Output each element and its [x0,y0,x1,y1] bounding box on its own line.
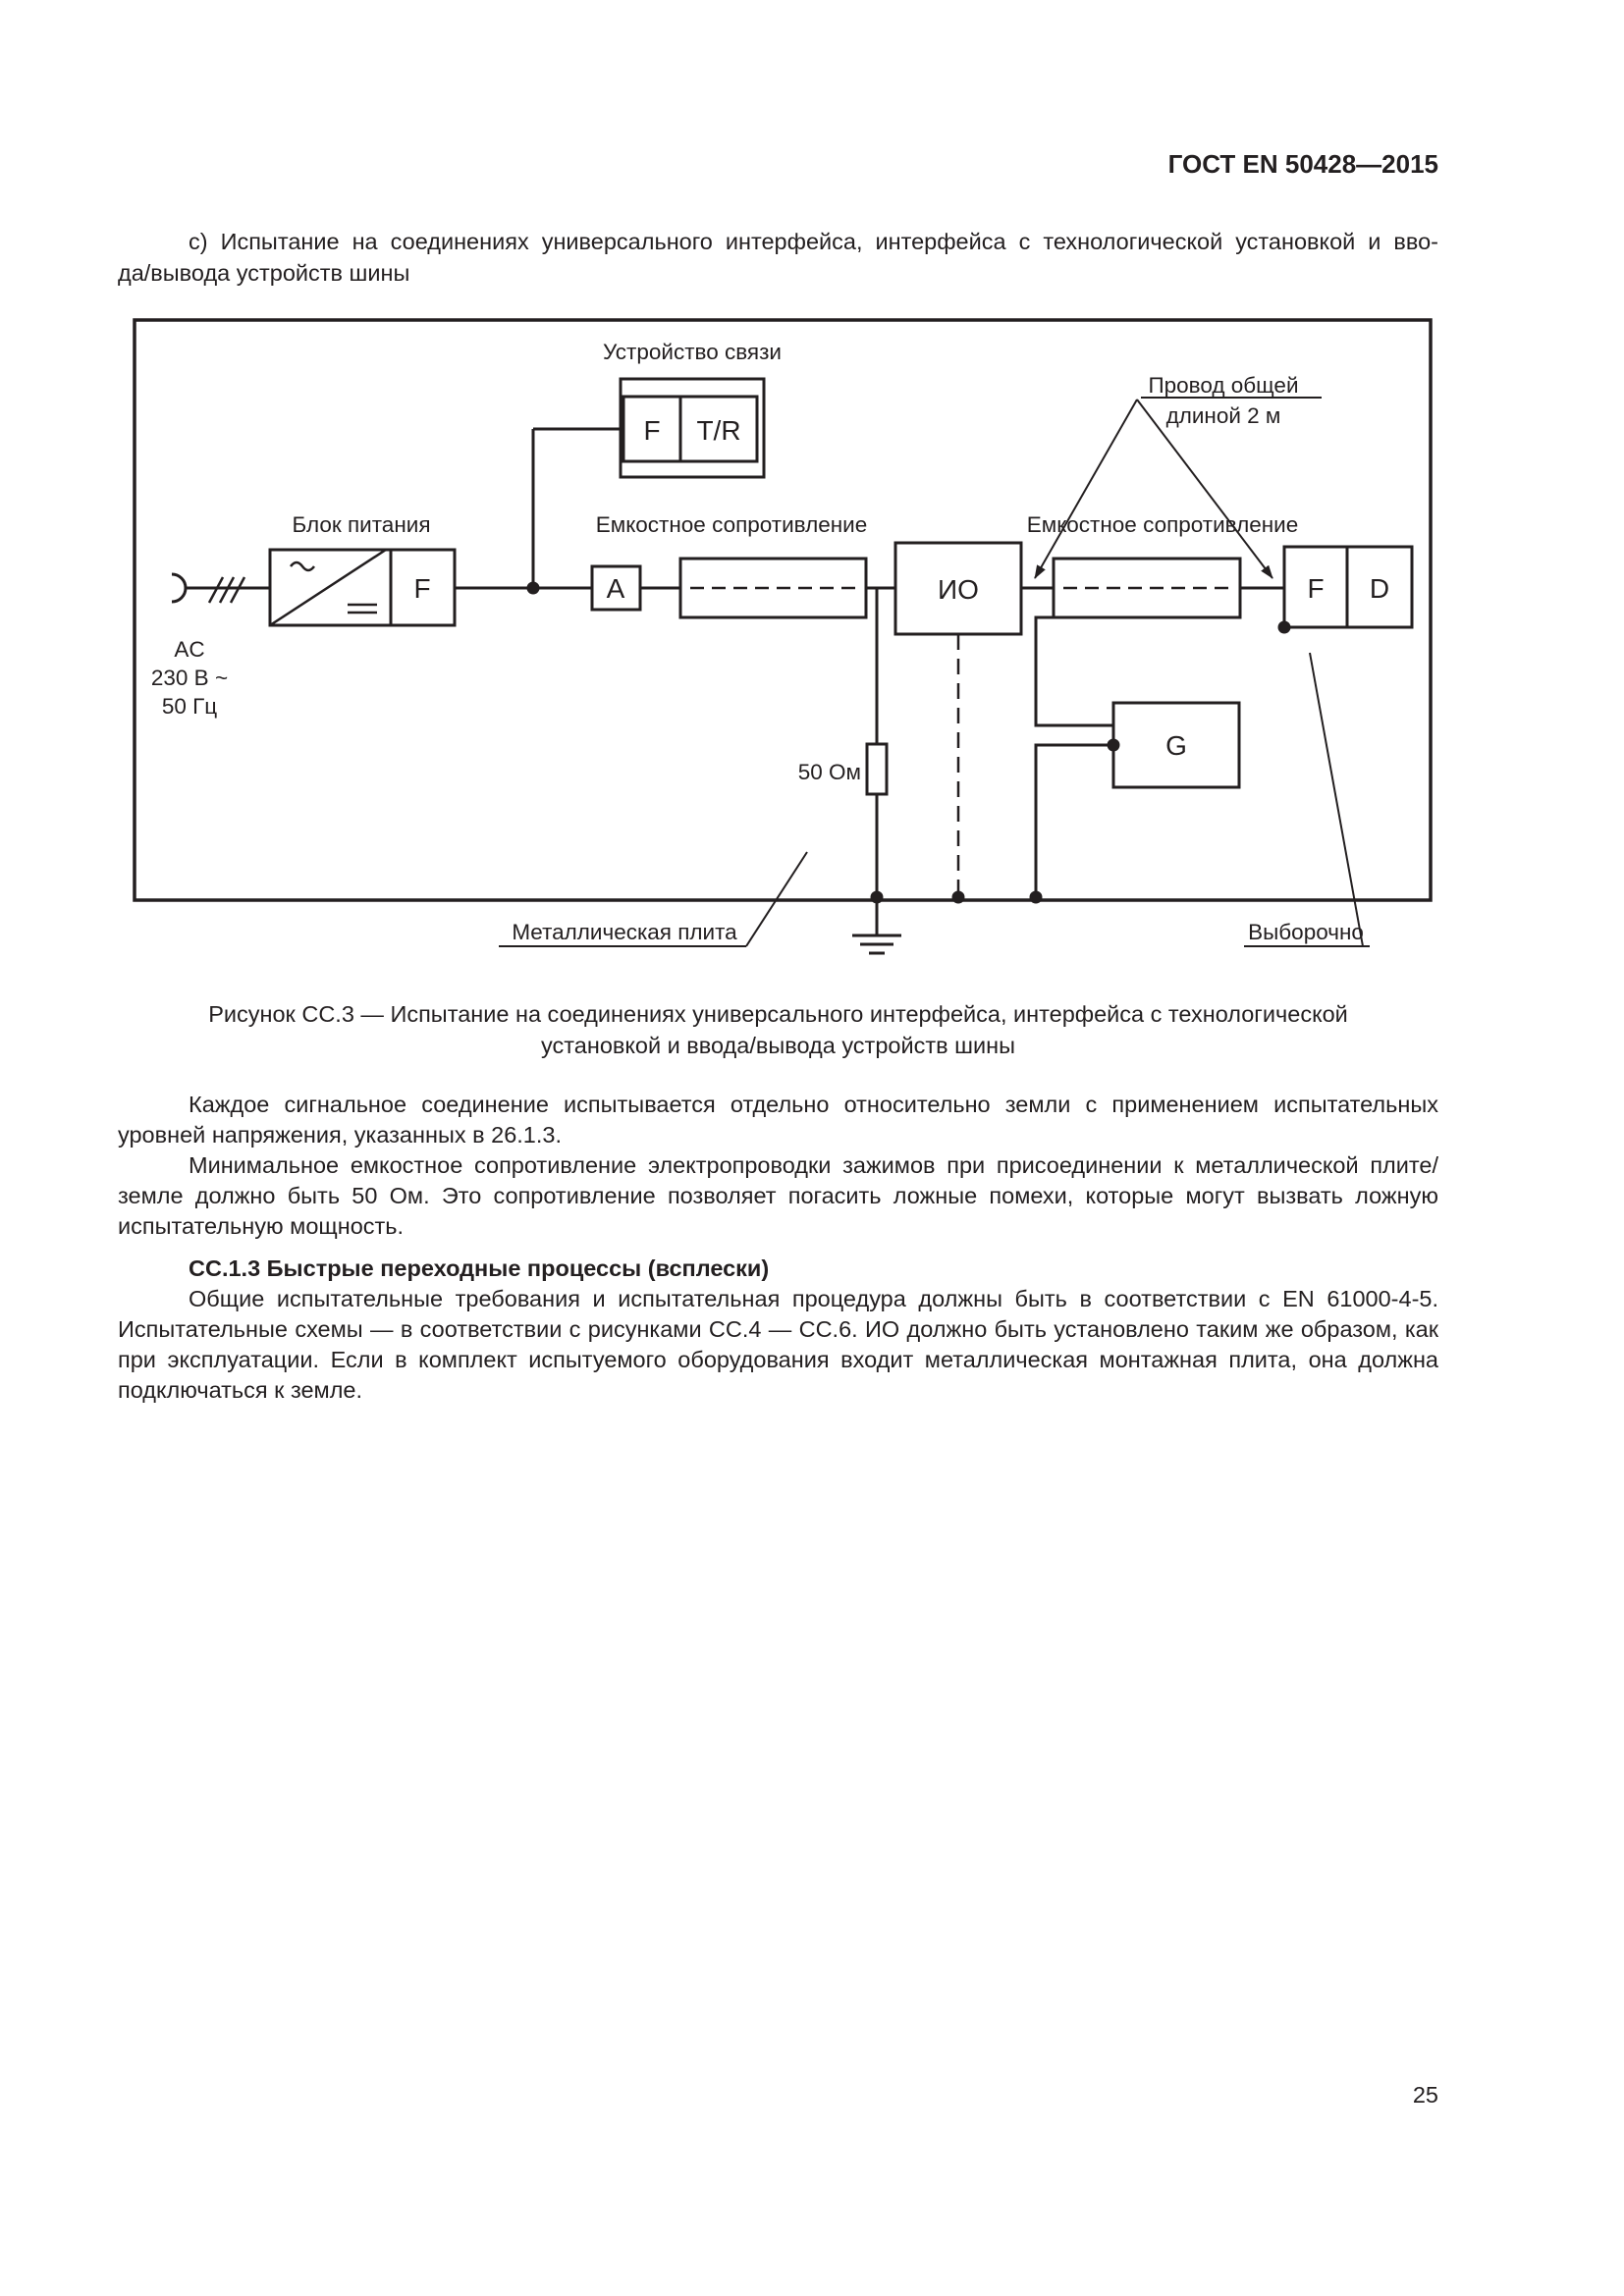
capacitive-left-label: Емкостное сопротивление [595,512,868,537]
figure-caption [118,998,1438,1061]
intro-line-1: с) Испытание на соединениях универсального интерфейса, интерфейса с технологической установкой и вво- [189,229,1438,254]
plate-label: Металлическая плита [512,920,737,944]
comm-device-f: F [643,415,661,446]
block-d-label: D [1369,573,1390,604]
caption-line-1: Рисунок СС.3 — Испытание на соединениях универсального интерфейса, интерфейса с технологической [208,1001,1348,1027]
caption-line-2: установкой и ввода/вывода устройств шины [541,1033,1015,1058]
section-title: СС.1.3 Быстрые переходные процессы (всплески) [189,1255,770,1281]
capacitive-clamp-right [1054,559,1240,617]
communication-device [621,379,764,477]
mains-plug-icon [172,574,186,602]
block-f-d [1284,547,1412,627]
comm-device-label: Устройство связи [603,340,782,364]
ac-wave-icon [291,562,314,570]
wire-label-line1: Провод общей [1148,373,1299,398]
ac-label-line3: 50 Гц [161,694,218,719]
ac-label-line2: 230 В ~ [150,666,229,690]
block-f-label: F [1307,573,1325,604]
intro-paragraph [118,226,1438,289]
intro-line-2: да/вывода устройств шины [118,260,410,286]
resistor-50-ohm [867,744,887,794]
resistor-label: 50 Ом [797,760,861,784]
test-setup-diagram [0,294,1624,982]
comm-device-tr: T/R [696,415,741,446]
paragraph-1-line-2: уровней напряжения, указанных в 26.1.3. [118,1122,562,1148]
page-number: 25 [1412,2082,1438,2108]
earth-ground-icon [852,900,901,953]
io-label: ИО [938,574,979,605]
capacitive-clamp-left [680,559,866,617]
paragraph-3: Общие испытательные требования и испытательная процедура должны быть в соответствии с EN 61000-4-5. Испытательные схемы — в соответствии с рисунками СС.4 — СС.6. ИО должно быть установлено таким же образом, как при эксплуатации. Если в комплект испытуемого оборудования входит металлическая монтажная плита, она должна подключаться к земле. [118,1286,1438,1403]
cable-hatch-icon [209,577,244,603]
document-header: ГОСТ EN 50428—2015 [1167,149,1438,179]
power-unit-f: F [413,573,431,604]
paragraph-2: Минимальное емкостное сопротивление электропроводки зажимов при присоединении к металлической плите/земле должно быть 50 Ом. Это сопротивление позволяет погасить ложные помехи, которые могут вызвать ложную испытательную мощность. [118,1152,1438,1239]
wire-label-line2: длиной 2 м [1165,403,1281,428]
body-text [118,1090,1438,1406]
block-a-label: A [606,573,625,604]
capacitive-right-label: Емкостное сопротивление [1026,512,1299,537]
paragraph-1-line-1: Каждое сигнальное соединение испытывается отдельно относительно земли с применением испытательных [189,1092,1438,1117]
block-g-label: G [1165,730,1187,761]
power-unit-label: Блок питания [292,512,431,537]
ac-label-line1: AC [174,637,205,662]
optional-label: Выборочно [1248,920,1364,944]
